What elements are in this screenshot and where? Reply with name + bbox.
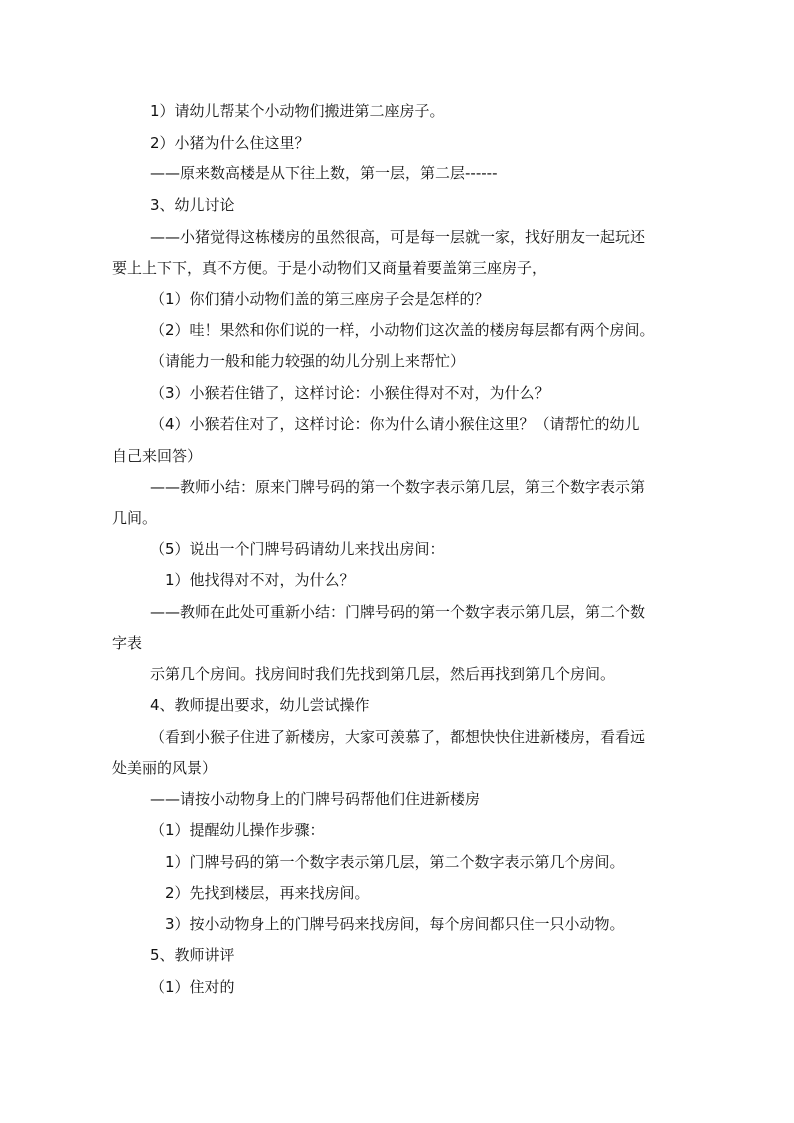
text-line: （3）小猴若住错了，这样讨论：小猴住得对不对，为什么？ (150, 384, 550, 402)
text-line: 2）小猪为什么住这里？ (150, 134, 310, 152)
text-line: 要上上下下，真不方便。于是小动物们又商量着要盖第三座房子， (112, 259, 548, 277)
text-line: （1）住对的 (150, 978, 235, 996)
text-line: （1）提醒幼儿操作步骤： (150, 821, 325, 839)
text-line: （看到小猴子住进了新楼房，大家可羡慕了，都想快快住进新楼房，看看远 (150, 728, 646, 746)
text-line: （1）你们猜小动物们盖的第三座房子会是怎样的？ (150, 290, 490, 308)
text-line: 处美丽的风景） (112, 759, 218, 777)
text-line: 字表 (112, 634, 143, 652)
text-line: 3）按小动物身上的门牌号码来找房间，每个房间都只住一只小动物。 (165, 915, 625, 933)
section-heading: 3、幼儿讨论 (150, 196, 235, 214)
text-line: ——教师在此处可重新小结：门牌号码的第一个数字表示第几层，第二个数 (150, 603, 646, 621)
section-heading: 5、教师讲评 (150, 946, 235, 964)
text-line: ——教师小结：原来门牌号码的第一个数字表示第几层，第三个数字表示第 (150, 478, 646, 496)
text-line: （4）小猴若住对了，这样讨论：你为什么请小猴住这里？（请帮忙的幼儿 (150, 415, 640, 433)
text-line: （5）说出一个门牌号码请幼儿来找出房间： (150, 540, 445, 558)
text-line: 1）请幼儿帮某个小动物们搬进第二座房子。 (150, 102, 445, 120)
text-line: ——小猪觉得这栋楼房的虽然很高，可是每一层就一家，找好朋友一起玩还 (150, 228, 646, 246)
text-line: 1）他找得对不对，为什么？ (165, 571, 355, 589)
text-line: 2）先找到楼层，再来找房间。 (165, 884, 370, 902)
text-line: 示第几个房间。找房间时我们先找到第几层，然后再找到第几个房间。 (150, 665, 616, 683)
text-line: （2）哇！果然和你们说的一样，小动物们这次盖的楼房每层都有两个房间。 (150, 321, 655, 339)
text-line: （请能力一般和能力较强的幼儿分别上来帮忙） (150, 352, 466, 370)
text-line: ——原来数高楼是从下往上数，第一层，第二层------ (150, 164, 498, 182)
text-line: 几间。 (112, 509, 158, 527)
text-line: ——请按小动物身上的门牌号码帮他们住进新楼房 (150, 790, 481, 808)
text-line: 自己来回答） (112, 447, 203, 465)
text-line: 1）门牌号码的第一个数字表示第几层，第二个数字表示第几个房间。 (165, 853, 625, 871)
section-heading: 4、教师提出要求，幼儿尝试操作 (150, 696, 370, 714)
